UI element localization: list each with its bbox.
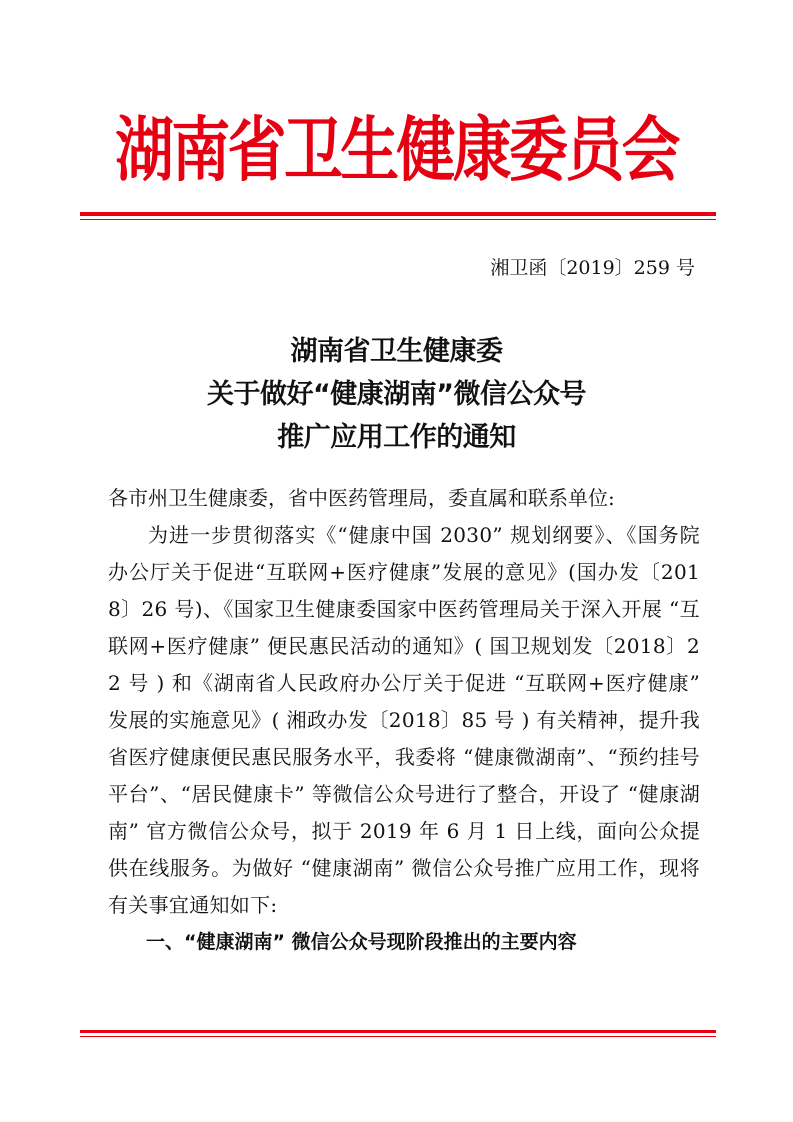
section-heading: 一、“健康湖南” 微信公众号现阶段推出的主要内容: [146, 931, 577, 953]
document-body: [108, 480, 700, 961]
body-paragraph: 为进一步贯彻落实《“健康中国 2030” 规划纲要》、《国务院办公厅关于促进“互联网+医疗健康”发展的意见》(国办发〔2018〕26 号)、《国家卫生健康委国家中医药管理局关于深入开展 “互联网+医疗健康” 便民惠民活动的通知》( 国卫规划发〔2018〕22 号 ) 和《湖南省人民政府办公厅关于促进 “互联网+医疗健康” 发展的实施意见》( 湘政办发〔2018〕85 号 ) 有关精神，提升我省医疗健康便民惠民服务水平，我委将 “健康微湖南”、“预约挂号平台”、“居民健康卡” 等微信公众号进行了整合，开设了 “健康湖南” 官方微信公众号，拟于 2019 年 6 月 1 日上线，面向公众提供在线服务。为做好 “健康湖南” 微信公众号推广应用工作，现将有关事宜通知如下:: [108, 523, 700, 917]
title-line-2: 关于做好“健康湖南”微信公众号: [207, 379, 586, 410]
masthead-org-name: 湖南省卫生健康委员会: [115, 109, 678, 191]
masthead-rule-thick: [80, 212, 716, 216]
footer-rule-thick: [80, 1030, 716, 1033]
title-line-1: 湖南省卫生健康委: [290, 336, 503, 367]
document-title: [0, 330, 793, 459]
footer-rule-thin: [80, 1036, 716, 1037]
masthead-rule-thin: [80, 219, 716, 220]
title-line-3: 推广应用工作的通知: [277, 422, 516, 453]
document-number: 湘卫函〔2019〕259 号: [490, 257, 695, 279]
salutation: 各市州卫生健康委，省中医药管理局，委直属和联系单位:: [108, 486, 615, 510]
